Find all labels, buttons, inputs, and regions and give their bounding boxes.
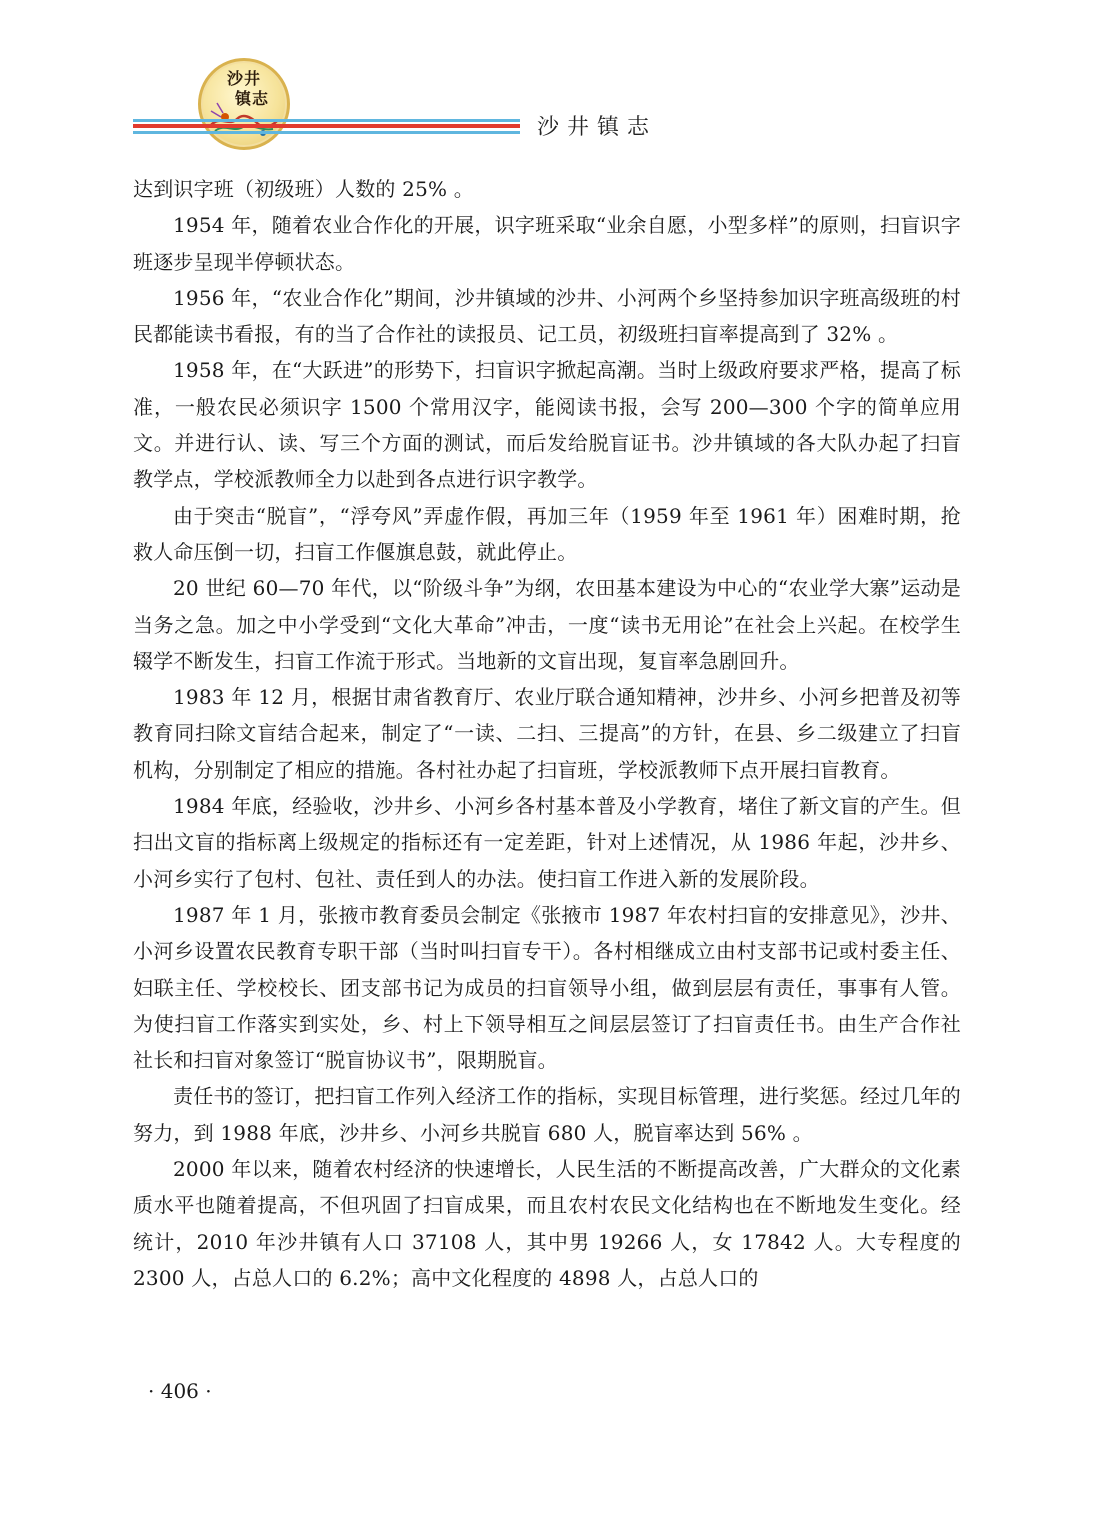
paragraph: 达到识字班（初级班）人数的 25% 。 [133,177,474,201]
emblem-logo [198,58,290,150]
paragraph: 1987 年 1 月，张掖市教育委员会制定《张掖市 1987 年农村扫盲的安排意见》，沙井、小河乡设置农民教育专职干部（当时叫扫盲专干）。各村相继成立由村支部书记或村委主任、妇联主任、学校校长、团支部书记为成员的扫盲领导小组，做到层层有责任，事事有人管。为使扫盲工作落实到实处，乡、村上下领导相互之间层层签订了扫盲责任书。由生产合作社社长和扫盲对象签订“脱盲协议书”，限期脱盲。 [133,902,961,1073]
paragraph: 1983 年 12 月，根据甘肃省教育厅、农业厅联合通知精神，沙井乡、小河乡把普及初等教育同扫除文盲结合起来，制定了“一读、二扫、三提高”的方针，在县、乡二级建立了扫盲机构，分别制定了相应的措施。各村社办起了扫盲班，学校派教师下点开展扫盲教育。 [133,685,961,782]
emblem-line-2: 镇志 [234,89,269,108]
body-text [133,171,961,1296]
paragraph: 20 世纪 60—70 年代，以“阶级斗争”为纲，农田基本建设为中心的“农业学大寨”运动是当务之急。加之中小学受到“文化大革命”冲击，一度“读书无用论”在社会上兴起。在校学生辍学不断发生，扫盲工作流于形式。当地新的文盲出现，复盲率急剧回升。 [133,576,961,673]
paragraph: 1954 年，随着农业合作化的开展，识字班采取“业余自愿，小型多样”的原则，扫盲识字班逐步呈现半停顿状态。 [133,213,961,274]
emblem-line-1: 沙井 [226,69,261,88]
paragraph: 1984 年底，经验收，沙井乡、小河乡各村基本普及小学教育，堵住了新文盲的产生。但扫出文盲的指标离上级规定的指标还有一定差距，针对上述情况，从 1986 年起，沙井乡、小河乡实行了包村、包社、责任到人的办法。使扫盲工作进入新的发展阶段。 [133,794,961,891]
header-rule-blue-bottom [133,131,520,134]
running-title: 沙井镇志 [537,115,658,140]
paragraph: 责任书的签订，把扫盲工作列入经济工作的指标，实现目标管理，进行奖惩。经过几年的努力，到 1988 年底，沙井乡、小河乡共脱盲 680 人，脱盲率达到 56% 。 [133,1084,961,1145]
paragraph: 2000 年以来，随着农村经济的快速增长，人民生活的不断提高改善，广大群众的文化素质水平也随着提高，不但巩固了扫盲成果，而且农村农民文化结构也在不断地发生变化。经统计，2010 年沙井镇有人口 37108 人，其中男 19266 人，女 17842 人。大专程度的 2300 人，占总人口的 6.2%；高中文化程度的 4898 人，占总人口的 [133,1157,961,1290]
paragraph: 1956 年，“农业合作化”期间，沙井镇域的沙井、小河两个乡坚持参加识字班高级班的村民都能读书看报，有的当了合作社的读报员、记工员，初级班扫盲率提高到了 32% 。 [133,285,961,347]
page-number: · 406 · [148,1379,212,1403]
header-rule-blue-top [133,119,520,122]
paragraph: 由于突击“脱盲”，“浮夸风”弄虚作假，再加三年（1959 年至 1961 年）困难时期，抢救人命压倒一切，扫盲工作偃旗息鼓，就此停止。 [133,503,961,564]
header-rule-red [133,124,520,128]
page-header [0,0,1093,150]
paragraph: 1958 年，在“大跃进”的形势下，扫盲识字掀起高潮。当时上级政府要求严格，提高了标准，一般农民必须识字 1500 个常用汉字，能阅读书报，会写 200—300 个字的简单应用文。并进行认、读、写三个方面的测试，而后发给脱盲证书。沙井镇域的各大队办起了扫盲教学点，学校派教师全力以赴到各点进行识字教学。 [133,358,961,492]
